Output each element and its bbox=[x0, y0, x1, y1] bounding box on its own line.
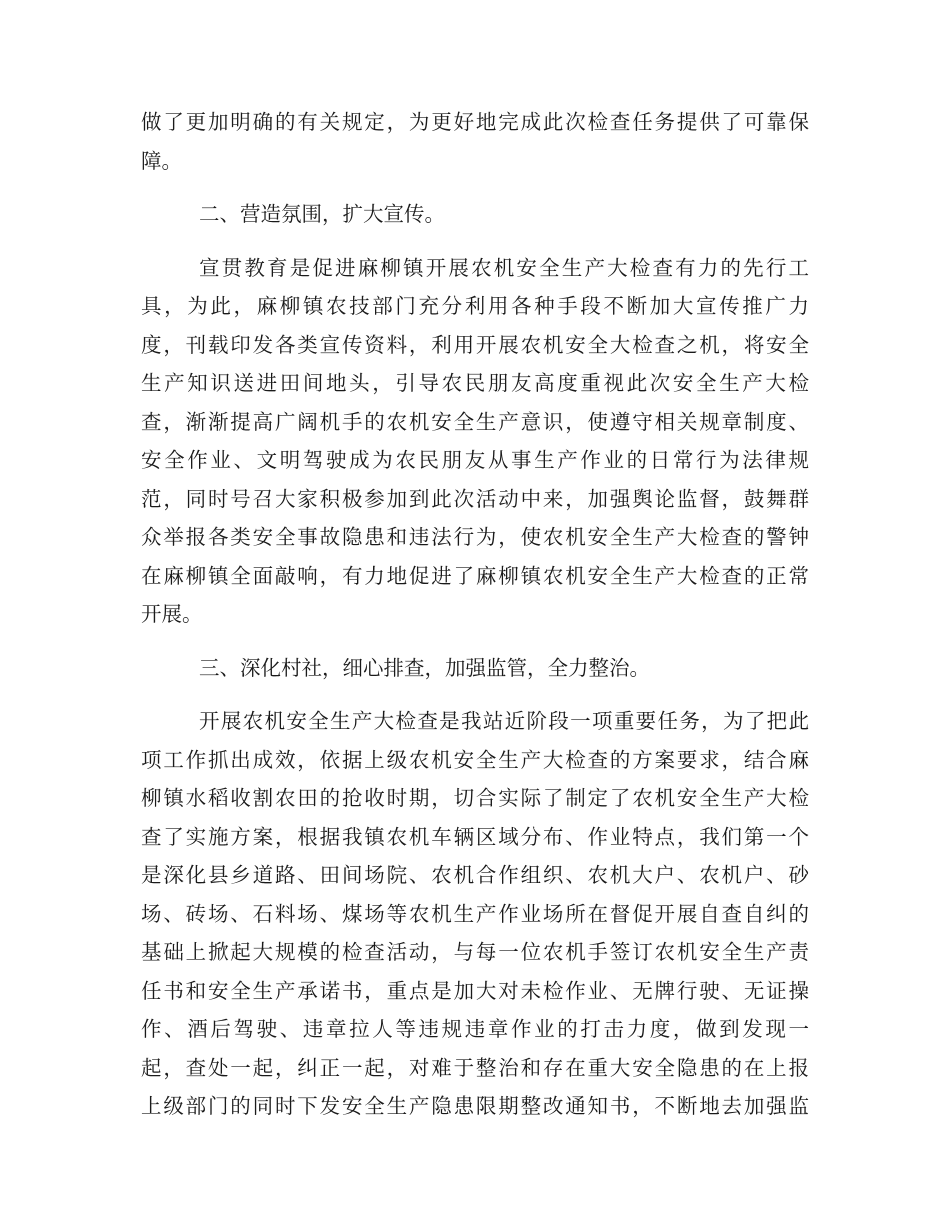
text-line: 生产知识送进田间地头，引导农民朋友高度重视此次安全生产大检 bbox=[141, 371, 809, 395]
text-line: 众举报各类安全事故隐患和违法行为，使农机安全生产大检查的警钟 bbox=[141, 525, 809, 549]
paragraph-continuation bbox=[141, 103, 809, 180]
text-line: 障。 bbox=[141, 148, 182, 173]
section-heading-text: 二、营造氛围，扩大宣传。 bbox=[199, 202, 445, 226]
text-line: 是深化县乡道路、田间场院、农机合作组织、农机大户、农机户、砂 bbox=[141, 863, 809, 887]
text-line: 做了更加明确的有关规定，为更好地完成此次检查任务提供了可靠保 bbox=[141, 110, 809, 134]
text-line: 开展。 bbox=[141, 602, 203, 626]
text-line: 作、酒后驾驶、违章拉人等违规违章作业的打击力度，做到发现一 bbox=[141, 1017, 809, 1041]
text-line: 项工作抓出成效，依据上级农机安全生产大检查的方案要求，结合麻 bbox=[141, 747, 809, 772]
text-line: 安全作业、文明驾驶成为农民朋友从事生产作业的日常行为法律规 bbox=[141, 448, 809, 472]
section-heading bbox=[141, 649, 809, 688]
text-line: 查，渐渐提高广阔机手的农机安全生产意识，使遵守相关规章制度、 bbox=[141, 409, 809, 434]
document-body bbox=[141, 103, 809, 1126]
text-line: 查了实施方案，根据我镇农机车辆区域分布、作业特点，我们第一个 bbox=[141, 824, 809, 849]
text-line: 具，为此，麻柳镇农技部门充分利用各种手段不断加大宣传推广力 bbox=[141, 294, 809, 318]
text-line: 范，同时号召大家积极参加到此次活动中来，加强舆论监督，鼓舞群 bbox=[141, 486, 809, 511]
text-line: 度，刊载印发各类宣传资料，利用开展农机安全大检查之机，将安全 bbox=[141, 332, 809, 357]
paragraph bbox=[141, 249, 809, 634]
text-line: 在麻柳镇全面敲响，有力地促进了麻柳镇农机安全生产大检查的正常 bbox=[141, 563, 809, 588]
text-line: 开展农机安全生产大检查是我站近阶段一项重要任务，为了把此 bbox=[199, 709, 809, 733]
text-line: 柳镇水稻收割农田的抢收时期，切合实际了制定了农机安全生产大检 bbox=[141, 786, 809, 810]
text-line: 场、砖场、石料场、煤场等农机生产作业场所在督促开展自查自纠的 bbox=[141, 901, 809, 926]
paragraph bbox=[141, 702, 809, 1126]
text-line: 起，查处一起，纠正一起，对难于整治和存在重大安全隐患的在上报 bbox=[141, 1055, 809, 1080]
section-heading-text: 三、深化村社，细心排查，加强监管，全力整治。 bbox=[199, 655, 650, 680]
text-line: 任书和安全生产承诺书，重点是加大对未检作业、无牌行驶、无证操 bbox=[141, 978, 809, 1003]
text-line: 基础上掀起大规模的检查活动，与每一位农机手签订农机安全生产责 bbox=[141, 940, 809, 964]
text-line: 上级部门的同时下发安全生产隐患限期整改通知书，不断地去加强监 bbox=[141, 1094, 809, 1118]
text-line: 宣贯教育是促进麻柳镇开展农机安全生产大检查有力的先行工 bbox=[199, 255, 809, 280]
section-heading bbox=[141, 195, 809, 234]
